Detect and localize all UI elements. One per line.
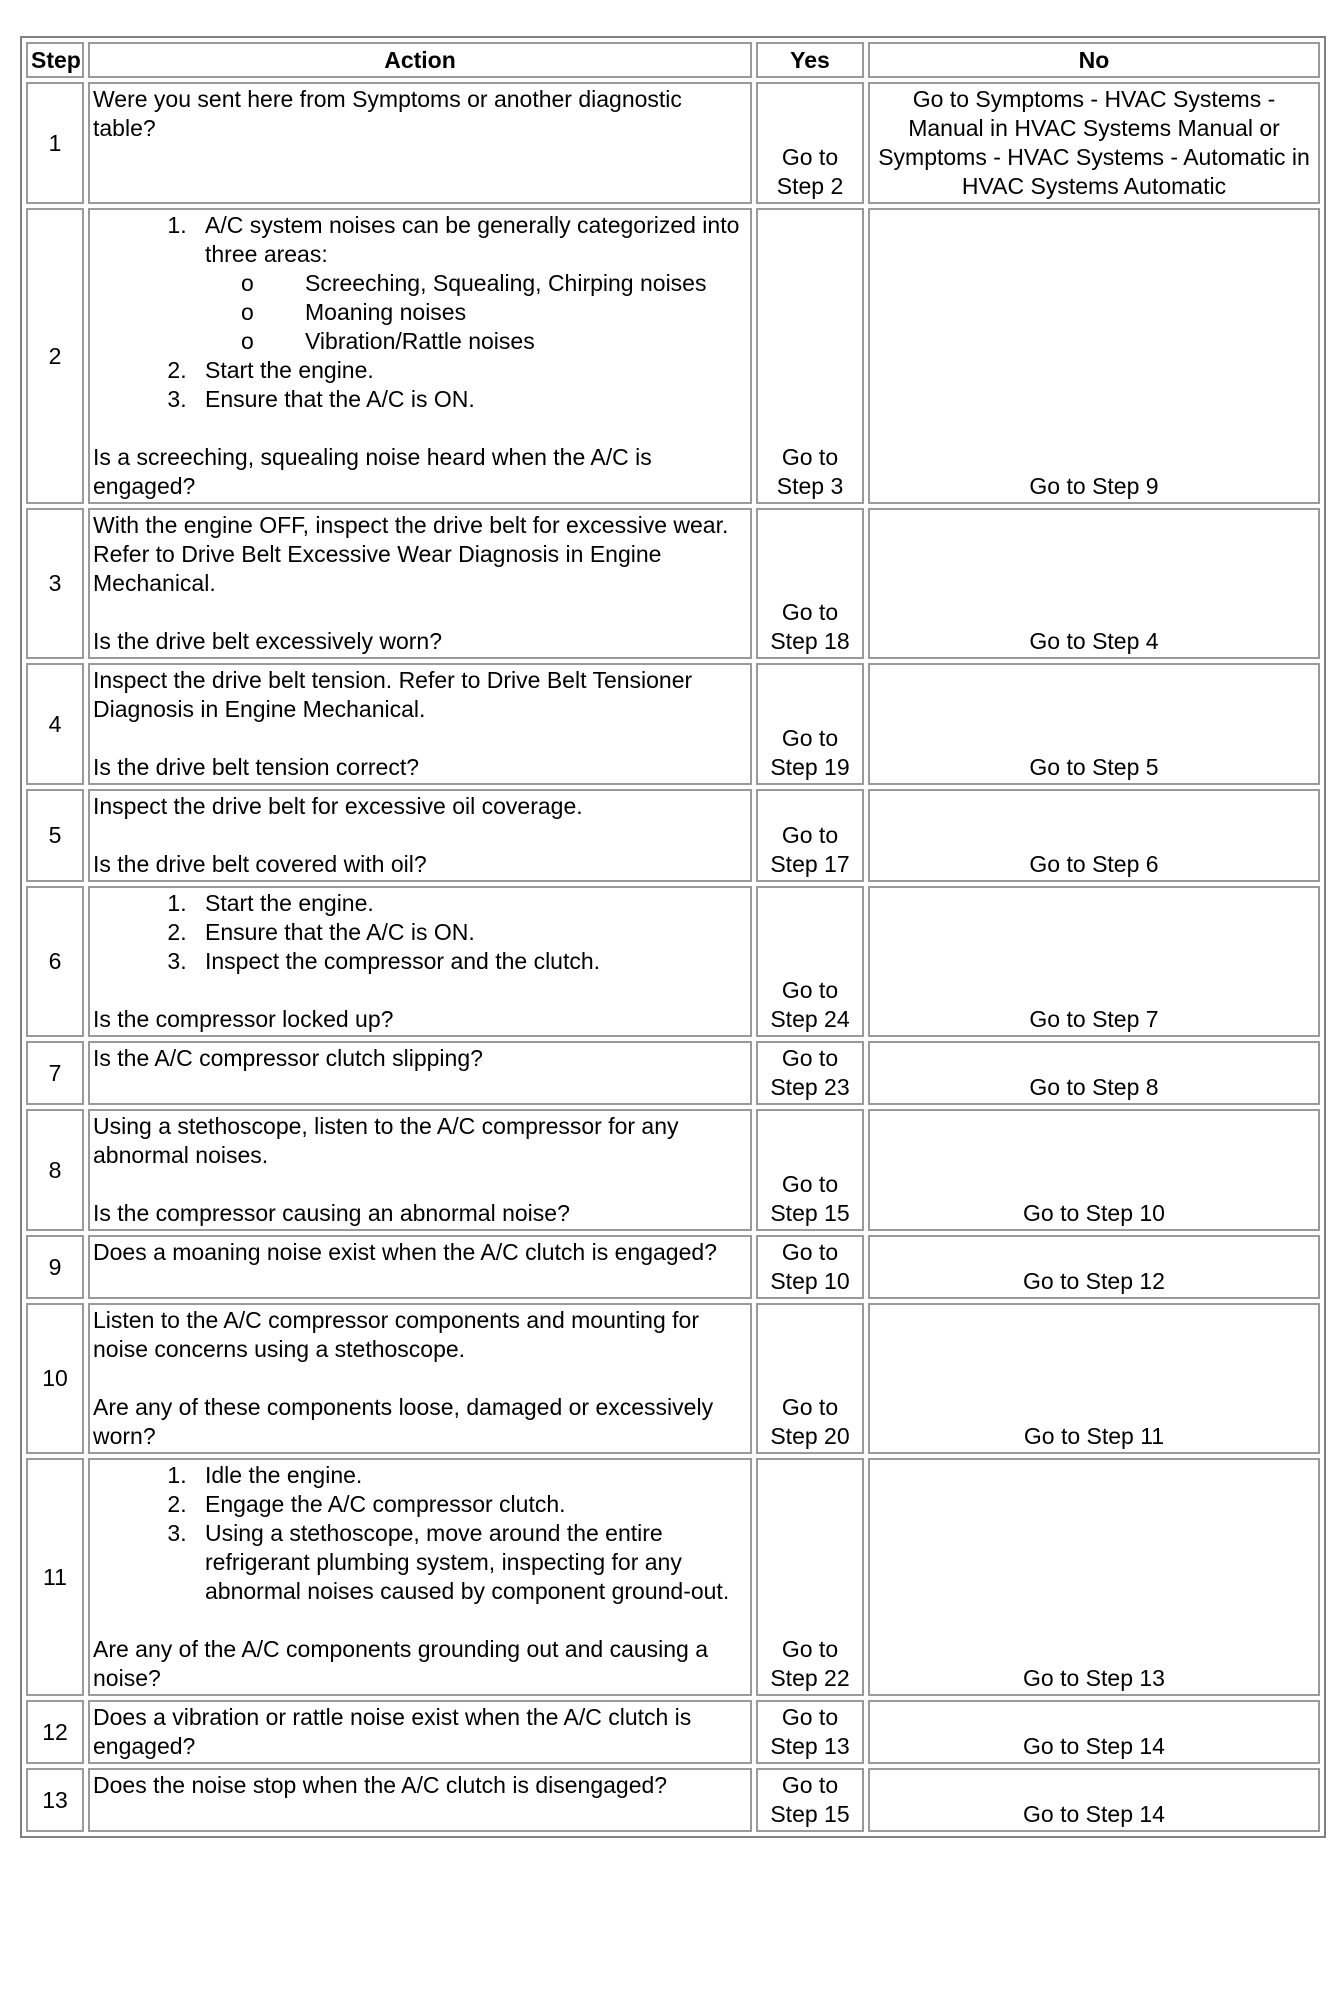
action-cell (88, 1235, 752, 1299)
action-question: Is the drive belt excessively worn? (93, 628, 442, 654)
action-cell (88, 1768, 752, 1832)
table-row (26, 1700, 1320, 1764)
action-question: Is the compressor causing an abnormal noise? (93, 1200, 570, 1226)
step-number: 2 (26, 208, 84, 504)
action-text: With the engine OFF, inspect the drive belt for excessive wear. Refer to Drive Belt Excessive Wear Diagnosis in Engine Mechanical. (93, 512, 729, 596)
action-question: Does a moaning noise exist when the A/C clutch is engaged? (93, 1239, 717, 1265)
action-question: Is a screeching, squealing noise heard when the A/C is engaged? (93, 444, 652, 499)
sub-item: o Screeching, Squealing, Chirping noises (293, 269, 747, 298)
action-question: Is the drive belt tension correct? (93, 754, 419, 780)
table-row (26, 886, 1320, 1037)
step-number: 3 (26, 508, 84, 659)
action-cell (88, 663, 752, 785)
action-text: Inspect the drive belt tension. Refer to Drive Belt Tensioner Diagnosis in Engine Mechanical. (93, 667, 693, 722)
action-cell (88, 1458, 752, 1696)
table-row (26, 508, 1320, 659)
no-link[interactable]: Go to Step 13 (868, 1458, 1320, 1696)
action-text: Inspect the drive belt for excessive oil coverage. (93, 793, 583, 819)
step-number: 13 (26, 1768, 84, 1832)
action-text: Using a stethoscope, listen to the A/C compressor for any abnormal noises. (93, 1113, 679, 1168)
table-row (26, 1235, 1320, 1299)
action-cell (88, 1109, 752, 1231)
action-question: Is the compressor locked up? (93, 1006, 394, 1032)
header-action: Action (88, 42, 752, 78)
yes-link[interactable]: Go to Step 19 (756, 663, 864, 785)
no-link[interactable]: Go to Step 7 (868, 886, 1320, 1037)
no-link[interactable]: Go to Step 5 (868, 663, 1320, 785)
step-number: 12 (26, 1700, 84, 1764)
action-cell (88, 508, 752, 659)
action-question: Are any of the A/C components grounding out and causing a noise? (93, 1636, 709, 1691)
action-question: Is the A/C compressor clutch slipping? (93, 1045, 483, 1071)
table-row (26, 1041, 1320, 1105)
action-question: Are any of these components loose, damaged or excessively worn? (93, 1394, 714, 1449)
header-row (26, 42, 1320, 78)
sub-item: o Moaning noises (293, 298, 747, 327)
no-link[interactable]: Go to Step 8 (868, 1041, 1320, 1105)
step-number: 4 (26, 663, 84, 785)
step-number: 9 (26, 1235, 84, 1299)
yes-link[interactable]: Go to Step 2 (756, 82, 864, 204)
no-link[interactable]: Go to Step 14 (868, 1700, 1320, 1764)
action-step: 3. Inspect the compressor and the clutch. (193, 947, 747, 976)
action-step: 1. Idle the engine. (193, 1461, 747, 1490)
action-text: Listen to the A/C compressor components and mounting for noise concerns using a stethoscope. (93, 1307, 699, 1362)
action-step (193, 211, 747, 356)
no-link[interactable]: Go to Step 9 (868, 208, 1320, 504)
action-step: 2. Engage the A/C compressor clutch. (193, 1490, 747, 1519)
action-step: 3. Using a stethoscope, move around the entire refrigerant plumbing system, inspecting for any abnormal noises caused by component ground-out. (193, 1519, 747, 1606)
yes-link[interactable]: Go to Step 24 (756, 886, 864, 1037)
action-steps (93, 889, 747, 976)
action-step-text: A/C system noises can be generally categorized into three areas: (205, 212, 740, 267)
yes-link[interactable]: Go to Step 10 (756, 1235, 864, 1299)
step-number: 7 (26, 1041, 84, 1105)
header-yes: Yes (756, 42, 864, 78)
table-row (26, 1109, 1320, 1231)
table-row (26, 663, 1320, 785)
step-number: 8 (26, 1109, 84, 1231)
table-row (26, 82, 1320, 204)
action-cell (88, 886, 752, 1037)
yes-link[interactable]: Go to Step 15 (756, 1109, 864, 1231)
action-step: 1. Start the engine. (193, 889, 747, 918)
yes-link[interactable]: Go to Step 13 (756, 1700, 864, 1764)
no-link[interactable]: Go to Step 6 (868, 789, 1320, 882)
action-question: Does a vibration or rattle noise exist when the A/C clutch is engaged? (93, 1704, 692, 1759)
step-number: 11 (26, 1458, 84, 1696)
no-link[interactable]: Go to Step 11 (868, 1303, 1320, 1454)
sub-item: o Vibration/Rattle noises (293, 327, 747, 356)
yes-link[interactable]: Go to Step 17 (756, 789, 864, 882)
table-row (26, 1768, 1320, 1832)
action-step: 3. Ensure that the A/C is ON. (193, 385, 747, 414)
action-question: Were you sent here from Symptoms or another diagnostic table? (93, 86, 682, 141)
no-link[interactable]: Go to Step 10 (868, 1109, 1320, 1231)
action-step: 2. Ensure that the A/C is ON. (193, 918, 747, 947)
action-cell (88, 208, 752, 504)
header-no: No (868, 42, 1320, 78)
no-link[interactable]: Go to Step 4 (868, 508, 1320, 659)
no-link[interactable]: Go to Symptoms - HVAC Systems - Manual in HVAC Systems Manual or Symptoms - HVAC Systems - Automatic in HVAC Systems Automatic (868, 82, 1320, 204)
action-step: 2. Start the engine. (193, 356, 747, 385)
yes-link[interactable]: Go to Step 15 (756, 1768, 864, 1832)
step-number: 1 (26, 82, 84, 204)
action-question: Does the noise stop when the A/C clutch is disengaged? (93, 1772, 668, 1798)
table-row (26, 789, 1320, 882)
action-question: Is the drive belt covered with oil? (93, 851, 427, 877)
action-cell (88, 1041, 752, 1105)
yes-link[interactable]: Go to Step 22 (756, 1458, 864, 1696)
action-cell (88, 789, 752, 882)
yes-link[interactable]: Go to Step 18 (756, 508, 864, 659)
yes-link[interactable]: Go to Step 23 (756, 1041, 864, 1105)
no-link[interactable]: Go to Step 12 (868, 1235, 1320, 1299)
action-cell (88, 82, 752, 204)
no-link[interactable]: Go to Step 14 (868, 1768, 1320, 1832)
action-cell (88, 1700, 752, 1764)
table-row (26, 1458, 1320, 1696)
diagnostic-table (20, 36, 1326, 1838)
table-row (26, 208, 1320, 504)
noise-categories (205, 269, 747, 356)
action-steps (93, 211, 747, 414)
step-number: 6 (26, 886, 84, 1037)
yes-link[interactable]: Go to Step 3 (756, 208, 864, 504)
action-steps (93, 1461, 747, 1606)
table-row (26, 1303, 1320, 1454)
step-number: 10 (26, 1303, 84, 1454)
step-number: 5 (26, 789, 84, 882)
action-cell (88, 1303, 752, 1454)
header-step: Step (26, 42, 84, 78)
yes-link[interactable]: Go to Step 20 (756, 1303, 864, 1454)
